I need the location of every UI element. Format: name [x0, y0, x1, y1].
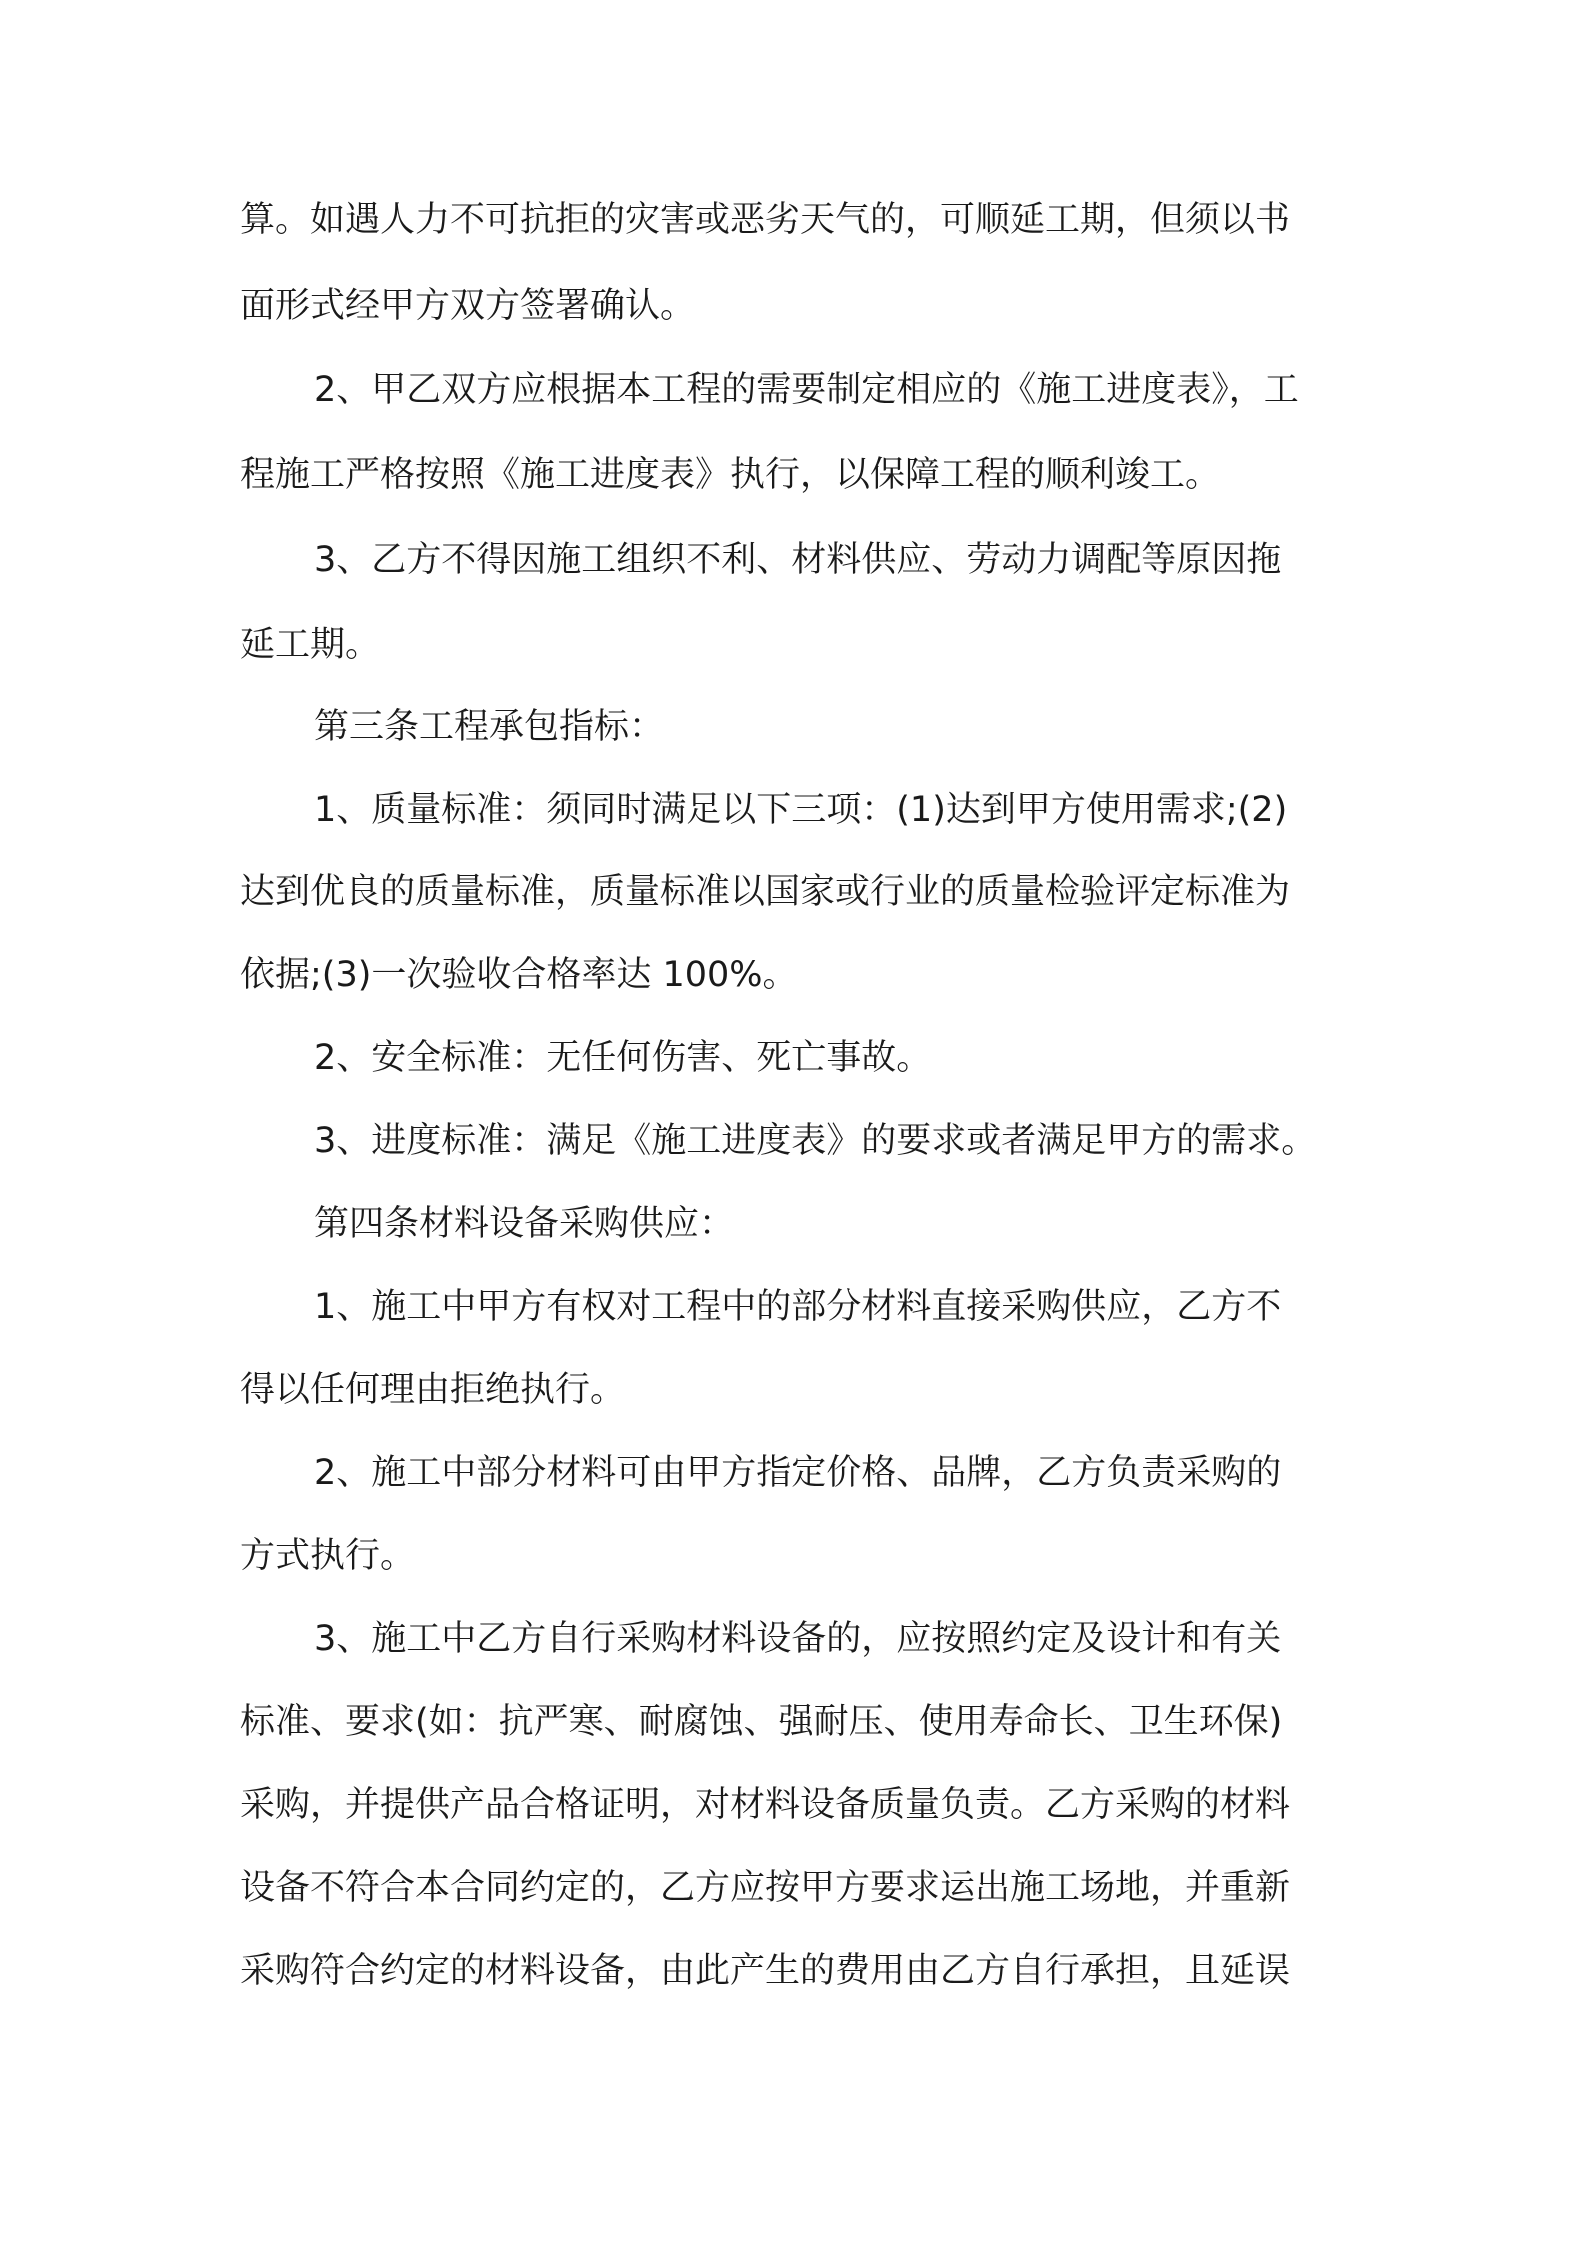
text-line: 标准、要求(如：抗严寒、耐腐蚀、强耐压、使用寿命长、卫生环保) — [240, 1702, 1283, 1742]
text-line: 设备不符合本合同约定的，乙方应按甲方要求运出施工场地，并重新 — [240, 1868, 1291, 1908]
text-line: 采购符合约定的材料设备，由此产生的费用由乙方自行承担，且延误 — [240, 1951, 1291, 1991]
text-line: 2、施工中部分材料可由甲方指定价格、品牌，乙方负责采购的 — [314, 1453, 1282, 1493]
text-line: 1、质量标准：须同时满足以下三项：(1)达到甲方使用需求;(2) — [314, 790, 1288, 830]
text-line: 1、施工中甲方有权对工程中的部分材料直接采购供应，乙方不 — [314, 1287, 1282, 1327]
text-line: 算。如遇人力不可抗拒的灾害或恶劣天气的，可顺延工期，但须以书 — [240, 200, 1291, 240]
section-heading: 第四条材料设备采购供应： — [314, 1204, 735, 1244]
text-line: 采购，并提供产品合格证明，对材料设备质量负责。乙方采购的材料 — [240, 1785, 1291, 1825]
text-line: 3、乙方不得因施工组织不利、材料供应、劳动力调配等原因拖 — [314, 540, 1282, 580]
text-line: 达到优良的质量标准，质量标准以国家或行业的质量检验评定标准为 — [240, 872, 1291, 912]
text-line: 得以任何理由拒绝执行。 — [240, 1370, 626, 1410]
text-line: 2、安全标准：无任何伤害、死亡事故。 — [314, 1038, 932, 1078]
text-line: 延工期。 — [240, 625, 381, 665]
text-line: 2、甲乙双方应根据本工程的需要制定相应的《施工进度表》，工 — [314, 370, 1299, 410]
text-line: 3、施工中乙方自行采购材料设备的，应按照约定及设计和有关 — [314, 1619, 1282, 1659]
text-line: 3、进度标准：满足《施工进度表》的要求或者满足甲方的需求。 — [314, 1121, 1317, 1161]
text-line: 程施工严格按照《施工进度表》执行，以保障工程的顺利竣工。 — [240, 455, 1221, 495]
section-heading: 第三条工程承包指标： — [314, 707, 665, 747]
text-line: 方式执行。 — [240, 1536, 416, 1576]
text-line: 面形式经甲方双方签署确认。 — [240, 286, 696, 326]
text-line: 依据;(3)一次验收合格率达 100%。 — [240, 955, 798, 995]
